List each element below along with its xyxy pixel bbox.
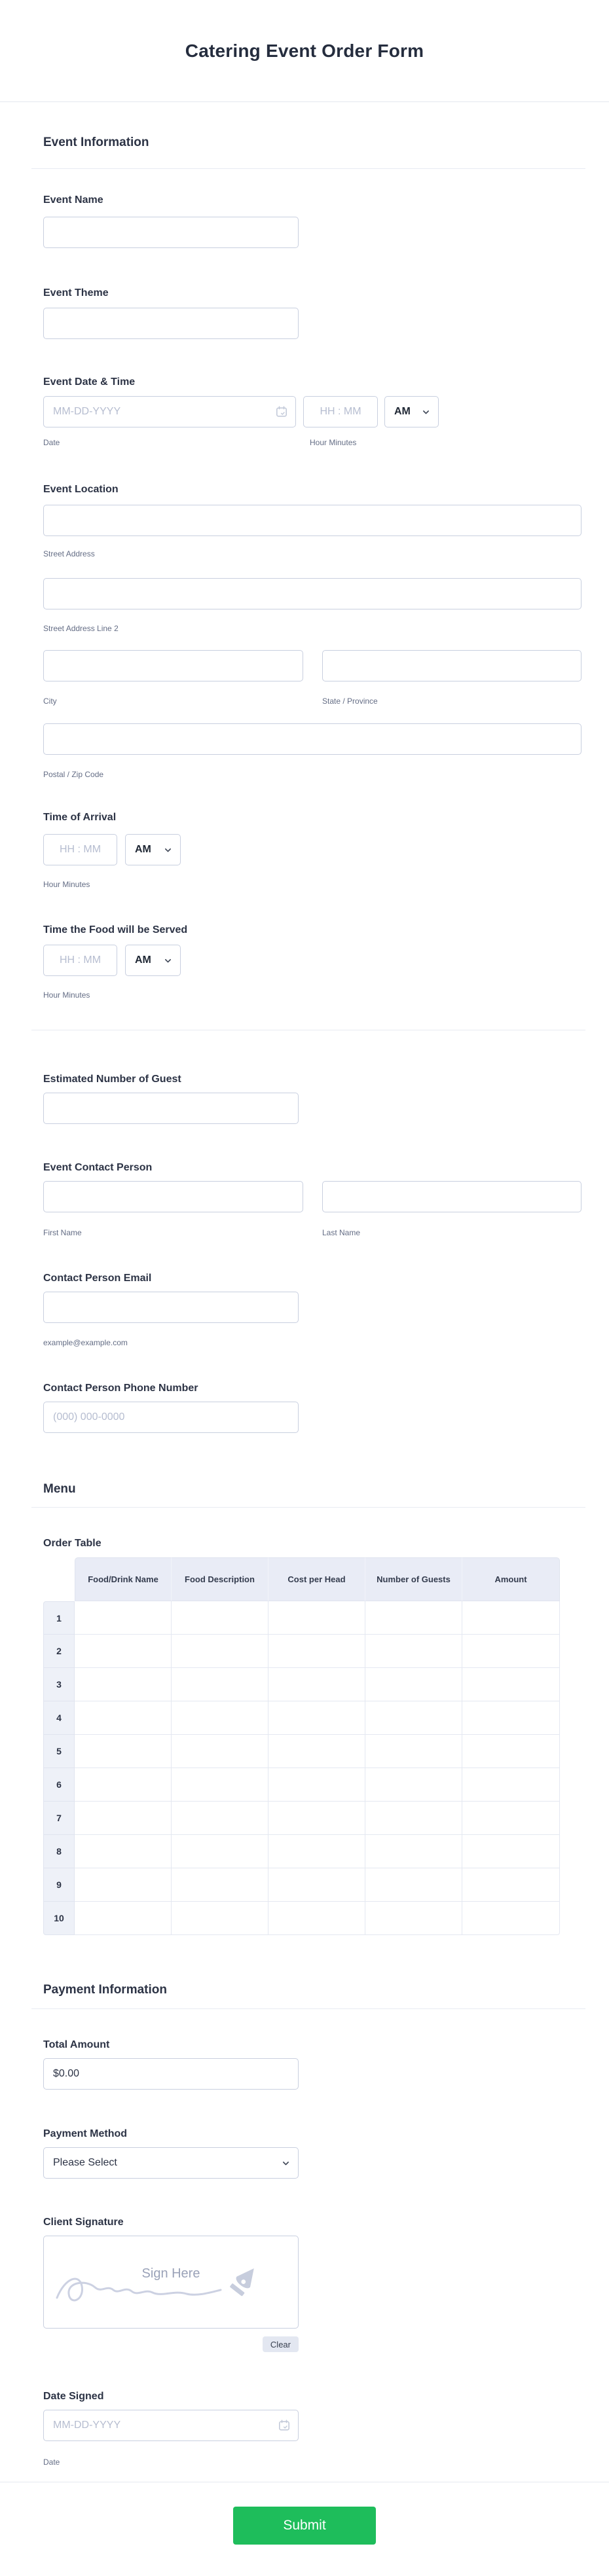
table-cell[interactable] (172, 1802, 268, 1835)
event-location-label: Event Location (43, 484, 119, 495)
table-cell[interactable] (75, 1902, 172, 1935)
table-cell[interactable] (172, 1868, 268, 1902)
table-cell[interactable] (172, 1701, 268, 1735)
event-ampm-select[interactable] (384, 396, 439, 427)
event-theme-input[interactable] (43, 308, 299, 339)
column-header-number-of-guests: Number of Guests (365, 1557, 462, 1601)
street-address-sublabel: Street Address (43, 549, 95, 558)
food-time-label: Time the Food will be Served (43, 924, 188, 935)
event-datetime-label: Event Date & Time (43, 376, 136, 388)
phone-input[interactable] (43, 1402, 299, 1433)
state-input[interactable] (322, 650, 581, 681)
row-number: 2 (43, 1635, 75, 1668)
chevron-down-icon (164, 956, 172, 965)
event-time-input[interactable] (303, 396, 378, 427)
signature-actions (43, 2336, 299, 2352)
row-number: 9 (43, 1868, 75, 1902)
table-cell[interactable] (365, 1735, 462, 1768)
table-cell[interactable] (365, 1868, 462, 1902)
state-sublabel: State / Province (322, 697, 378, 706)
table-cell[interactable] (365, 1701, 462, 1735)
section-divider (31, 168, 585, 169)
row-number: 7 (43, 1802, 75, 1835)
table-cell[interactable] (172, 1902, 268, 1935)
first-name-sublabel: First Name (43, 1228, 82, 1237)
contact-person-label: Event Contact Person (43, 1162, 153, 1173)
city-state-row (43, 650, 581, 681)
payment-method-select[interactable] (43, 2147, 299, 2179)
table-cell[interactable] (75, 1668, 172, 1701)
row-number: 4 (43, 1701, 75, 1735)
event-datetime-row (43, 396, 581, 427)
table-cell[interactable] (75, 1635, 172, 1668)
table-cell[interactable] (268, 1902, 365, 1935)
payment-method-label: Payment Method (43, 2128, 128, 2139)
table-cell[interactable] (462, 1635, 560, 1668)
event-ampm-value: AM (394, 406, 411, 417)
row-number: 3 (43, 1668, 75, 1701)
form-footer (0, 2482, 609, 2576)
table-cell[interactable] (268, 1635, 365, 1668)
city-input[interactable] (43, 650, 303, 681)
food-time-row (43, 945, 581, 976)
signature-pad[interactable] (43, 2236, 299, 2329)
chevron-down-icon (422, 408, 430, 416)
date-signed-sublabel: Date (43, 2458, 60, 2467)
table-cell[interactable] (365, 1902, 462, 1935)
section-heading-menu: Menu (43, 1482, 76, 1496)
table-cell[interactable] (365, 1668, 462, 1701)
date-signed-wrapper (43, 2410, 299, 2441)
contact-name-sublabels (43, 1228, 581, 1237)
table-cell[interactable] (172, 1735, 268, 1768)
total-amount-input[interactable] (43, 2058, 299, 2090)
table-cell[interactable] (75, 1868, 172, 1902)
street-address2-input[interactable] (43, 578, 581, 609)
table-cell[interactable] (462, 1835, 560, 1868)
time-of-arrival-row (43, 834, 581, 865)
food-ampm-value: AM (135, 954, 151, 966)
row-number: 1 (43, 1601, 75, 1635)
date-signed-label: Date Signed (43, 2391, 104, 2402)
event-datetime-sublabels (43, 438, 581, 447)
table-cell[interactable] (462, 1868, 560, 1902)
table-cell[interactable] (462, 1802, 560, 1835)
table-cell[interactable] (365, 1835, 462, 1868)
section-heading-payment-information: Payment Information (43, 1983, 167, 1997)
chevron-down-icon (282, 2159, 290, 2168)
table-corner-cell (43, 1557, 75, 1601)
table-cell[interactable] (75, 1701, 172, 1735)
table-cell[interactable] (462, 1701, 560, 1735)
arrival-ampm-select[interactable] (125, 834, 181, 865)
email-sublabel: example@example.com (43, 1338, 128, 1347)
table-cell[interactable] (172, 1668, 268, 1701)
event-name-label: Event Name (43, 194, 103, 206)
payment-method-value: Please Select (53, 2157, 117, 2168)
signature-field (43, 2236, 299, 2352)
contact-name-row (43, 1181, 581, 1212)
form-header (0, 0, 609, 102)
table-cell[interactable] (172, 1635, 268, 1668)
arrival-time-input[interactable] (43, 834, 117, 865)
city-state-sublabels (43, 697, 581, 706)
table-cell[interactable] (462, 1601, 560, 1635)
food-time-sublabel: Hour Minutes (43, 990, 90, 1000)
table-cell[interactable] (75, 1802, 172, 1835)
street-address-input[interactable] (43, 505, 581, 536)
table-cell[interactable] (75, 1768, 172, 1802)
table-cell[interactable] (75, 1601, 172, 1635)
section-divider (31, 1507, 585, 1508)
table-cell[interactable] (365, 1802, 462, 1835)
table-cell[interactable] (365, 1601, 462, 1635)
section-divider (31, 2008, 585, 2009)
form-body (0, 135, 609, 2482)
row-number: 8 (43, 1835, 75, 1868)
table-cell[interactable] (365, 1768, 462, 1802)
guests-label: Estimated Number of Guest (43, 1074, 181, 1085)
postal-sublabel: Postal / Zip Code (43, 770, 104, 779)
last-name-input[interactable] (322, 1181, 581, 1212)
postal-input[interactable] (43, 723, 581, 755)
city-sublabel: City (43, 697, 57, 706)
last-name-sublabel: Last Name (322, 1228, 361, 1237)
total-amount-label: Total Amount (43, 2039, 110, 2050)
date-signed-input[interactable] (43, 2410, 299, 2441)
first-name-input[interactable] (43, 1181, 303, 1212)
table-cell[interactable] (268, 1768, 365, 1802)
table-cell[interactable] (268, 1735, 365, 1768)
event-theme-label: Event Theme (43, 287, 109, 299)
phone-label: Contact Person Phone Number (43, 1383, 198, 1394)
table-cell[interactable] (462, 1735, 560, 1768)
street-address2-sublabel: Street Address Line 2 (43, 624, 119, 633)
email-input[interactable] (43, 1292, 299, 1323)
client-signature-label: Client Signature (43, 2217, 124, 2228)
hour-minutes-sublabel: Hour Minutes (310, 438, 357, 447)
table-cell[interactable] (268, 1668, 365, 1701)
table-cell[interactable] (268, 1802, 365, 1835)
date-sublabel: Date (43, 438, 60, 447)
clear-signature-button[interactable]: Clear (263, 2336, 299, 2352)
chevron-down-icon (164, 846, 172, 854)
column-header-food-drink-name: Food/Drink Name (75, 1557, 172, 1601)
table-cell[interactable] (268, 1868, 365, 1902)
table-cell[interactable] (268, 1835, 365, 1868)
event-date-wrapper (43, 396, 296, 427)
section-heading-event-information: Event Information (43, 136, 149, 149)
table-cell[interactable] (365, 1635, 462, 1668)
guests-input[interactable] (43, 1093, 299, 1124)
arrival-ampm-value: AM (135, 844, 151, 855)
column-header-amount: Amount (462, 1557, 560, 1601)
food-time-input[interactable] (43, 945, 117, 976)
table-cell[interactable] (268, 1701, 365, 1735)
table-cell[interactable] (268, 1601, 365, 1635)
sign-here-placeholder: Sign Here (141, 2266, 200, 2281)
submit-button[interactable]: Submit (233, 2507, 376, 2545)
table-cell[interactable] (462, 1768, 560, 1802)
email-label: Contact Person Email (43, 1273, 152, 1284)
order-table (43, 1557, 560, 1935)
table-cell[interactable] (75, 1735, 172, 1768)
arrival-sublabel: Hour Minutes (43, 880, 90, 889)
column-header-food-description: Food Description (172, 1557, 268, 1601)
order-table-label: Order Table (43, 1538, 101, 1549)
event-date-input[interactable] (43, 396, 296, 427)
page-title: Catering Event Order Form (185, 40, 424, 61)
table-cell[interactable] (462, 1668, 560, 1701)
row-number: 5 (43, 1735, 75, 1768)
column-header-cost-per-head: Cost per Head (268, 1557, 365, 1601)
table-cell[interactable] (75, 1835, 172, 1868)
row-number: 6 (43, 1768, 75, 1802)
table-cell[interactable] (172, 1835, 268, 1868)
table-cell[interactable] (172, 1601, 268, 1635)
table-cell[interactable] (462, 1902, 560, 1935)
table-cell[interactable] (172, 1768, 268, 1802)
event-name-input[interactable] (43, 217, 299, 248)
food-ampm-select[interactable] (125, 945, 181, 976)
time-of-arrival-label: Time of Arrival (43, 812, 117, 823)
row-number: 10 (43, 1902, 75, 1935)
